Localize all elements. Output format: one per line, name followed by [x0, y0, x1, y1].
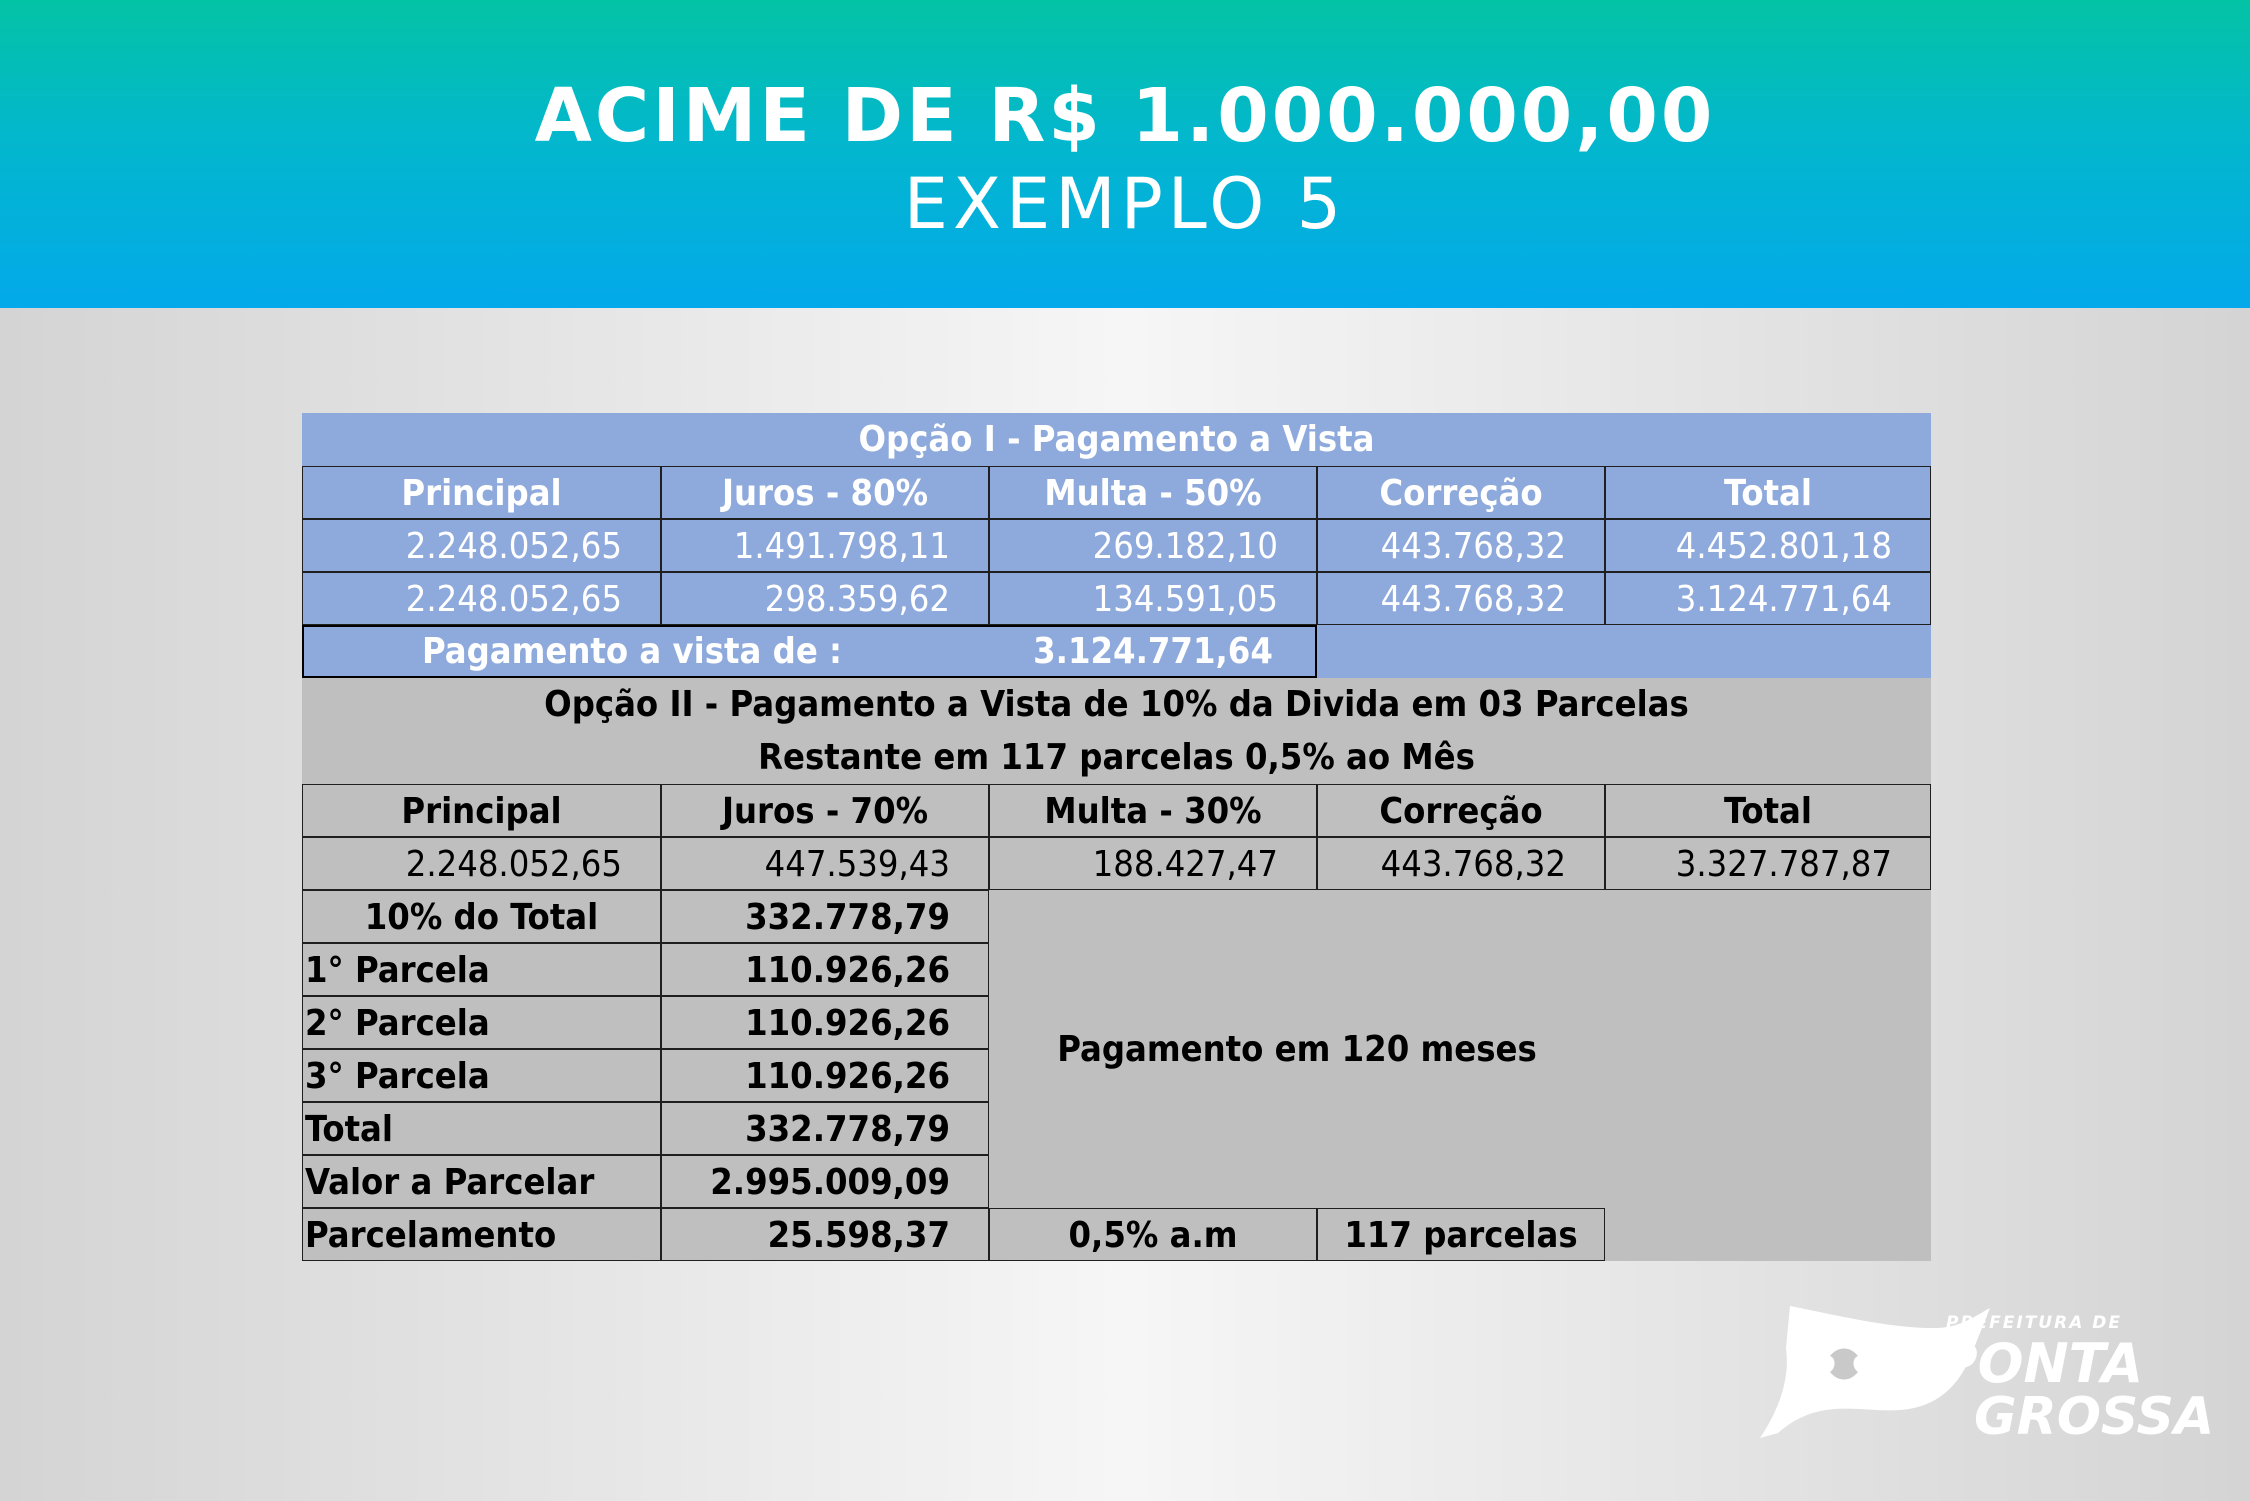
breakdown-value-parcela1: 110.926,26 — [661, 943, 989, 996]
page-title: ACIME DE R$ 1.000.000,00 — [534, 73, 1716, 159]
option2-title: Opção II - Pagamento a Vista de 10% da Divida em 03 Parcelas — [302, 678, 1931, 731]
option1-title: Opção I - Pagamento a Vista — [302, 413, 1931, 466]
breakdown-label-valor-parcelar: Valor a Parcelar — [302, 1155, 661, 1208]
option1-row1-correcao: 443.768,32 — [1317, 519, 1605, 572]
option1-col-total: Total — [1605, 466, 1931, 519]
option2-col-principal: Principal — [302, 784, 661, 837]
logo-line2: PONTA — [1938, 1332, 2144, 1395]
breakdown-label-10pct: 10% do Total — [302, 890, 661, 943]
option1-col-correcao: Correção — [1317, 466, 1605, 519]
option2-row-correcao: 443.768,32 — [1317, 837, 1605, 890]
option1-row1-principal: 2.248.052,65 — [302, 519, 661, 572]
breakdown-label-parcela1: 1° Parcela — [302, 943, 661, 996]
page-subtitle: EXEMPLO 5 — [903, 163, 1347, 245]
option2-row-multa: 188.427,47 — [989, 837, 1317, 890]
breakdown-value-10pct: 332.778,79 — [661, 890, 989, 943]
option1-row2-juros: 298.359,62 — [661, 572, 989, 625]
option1-row2-principal: 2.248.052,65 — [302, 572, 661, 625]
breakdown-value-valor-parcelar: 2.995.009,09 — [661, 1155, 989, 1208]
option1-payment-label: Pagamento a vista de : — [421, 631, 843, 672]
installment-value: 25.598,37 — [661, 1208, 989, 1261]
option2-col-total: Total — [1605, 784, 1931, 837]
option2-summary-area-tail — [1605, 1208, 1931, 1261]
breakdown-value-parcela2: 110.926,26 — [661, 996, 989, 1049]
installment-count: 117 parcelas — [1317, 1208, 1605, 1261]
option2-col-multa: Multa - 30% — [989, 784, 1317, 837]
prefeitura-logo — [1760, 1298, 2215, 1448]
breakdown-label-parcela3: 3° Parcela — [302, 1049, 661, 1102]
flag-icon — [1760, 1298, 2215, 1448]
option1-col-juros: Juros - 80% — [661, 466, 989, 519]
logo-line3: GROSSA — [1974, 1387, 2215, 1447]
option2-row-total: 3.327.787,87 — [1605, 837, 1931, 890]
logo-line1: PREFEITURA DE — [1946, 1313, 2123, 1333]
option2-col-correcao: Correção — [1317, 784, 1605, 837]
option1-row1-total: 4.452.801,18 — [1605, 519, 1931, 572]
header-banner — [0, 0, 2250, 308]
breakdown-value-total: 332.778,79 — [661, 1102, 989, 1155]
installment-label: Parcelamento — [302, 1208, 661, 1261]
option1-row2-multa: 134.591,05 — [989, 572, 1317, 625]
option2-row-principal: 2.248.052,65 — [302, 837, 661, 890]
breakdown-label-total: Total — [302, 1102, 661, 1155]
option2-row-juros: 447.539,43 — [661, 837, 989, 890]
option1-row1-multa: 269.182,10 — [989, 519, 1317, 572]
option2-note: Pagamento em 120 meses — [1057, 1029, 1537, 1070]
option1-row1-juros: 1.491.798,11 — [661, 519, 989, 572]
option2-col-juros: Juros - 70% — [661, 784, 989, 837]
spreadsheet-table — [302, 413, 1931, 1261]
option2-subtitle: Restante em 117 parcelas 0,5% ao Mês — [302, 731, 1931, 784]
option1-payment-value: 3.124.771,64 — [1033, 631, 1273, 672]
installment-rate: 0,5% a.m — [989, 1208, 1317, 1261]
option1-row2-correcao: 443.768,32 — [1317, 572, 1605, 625]
option1-row2-total: 3.124.771,64 — [1605, 572, 1931, 625]
breakdown-label-parcela2: 2° Parcela — [302, 996, 661, 1049]
option1-col-principal: Principal — [302, 466, 661, 519]
breakdown-value-parcela3: 110.926,26 — [661, 1049, 989, 1102]
option1-col-multa: Multa - 50% — [989, 466, 1317, 519]
